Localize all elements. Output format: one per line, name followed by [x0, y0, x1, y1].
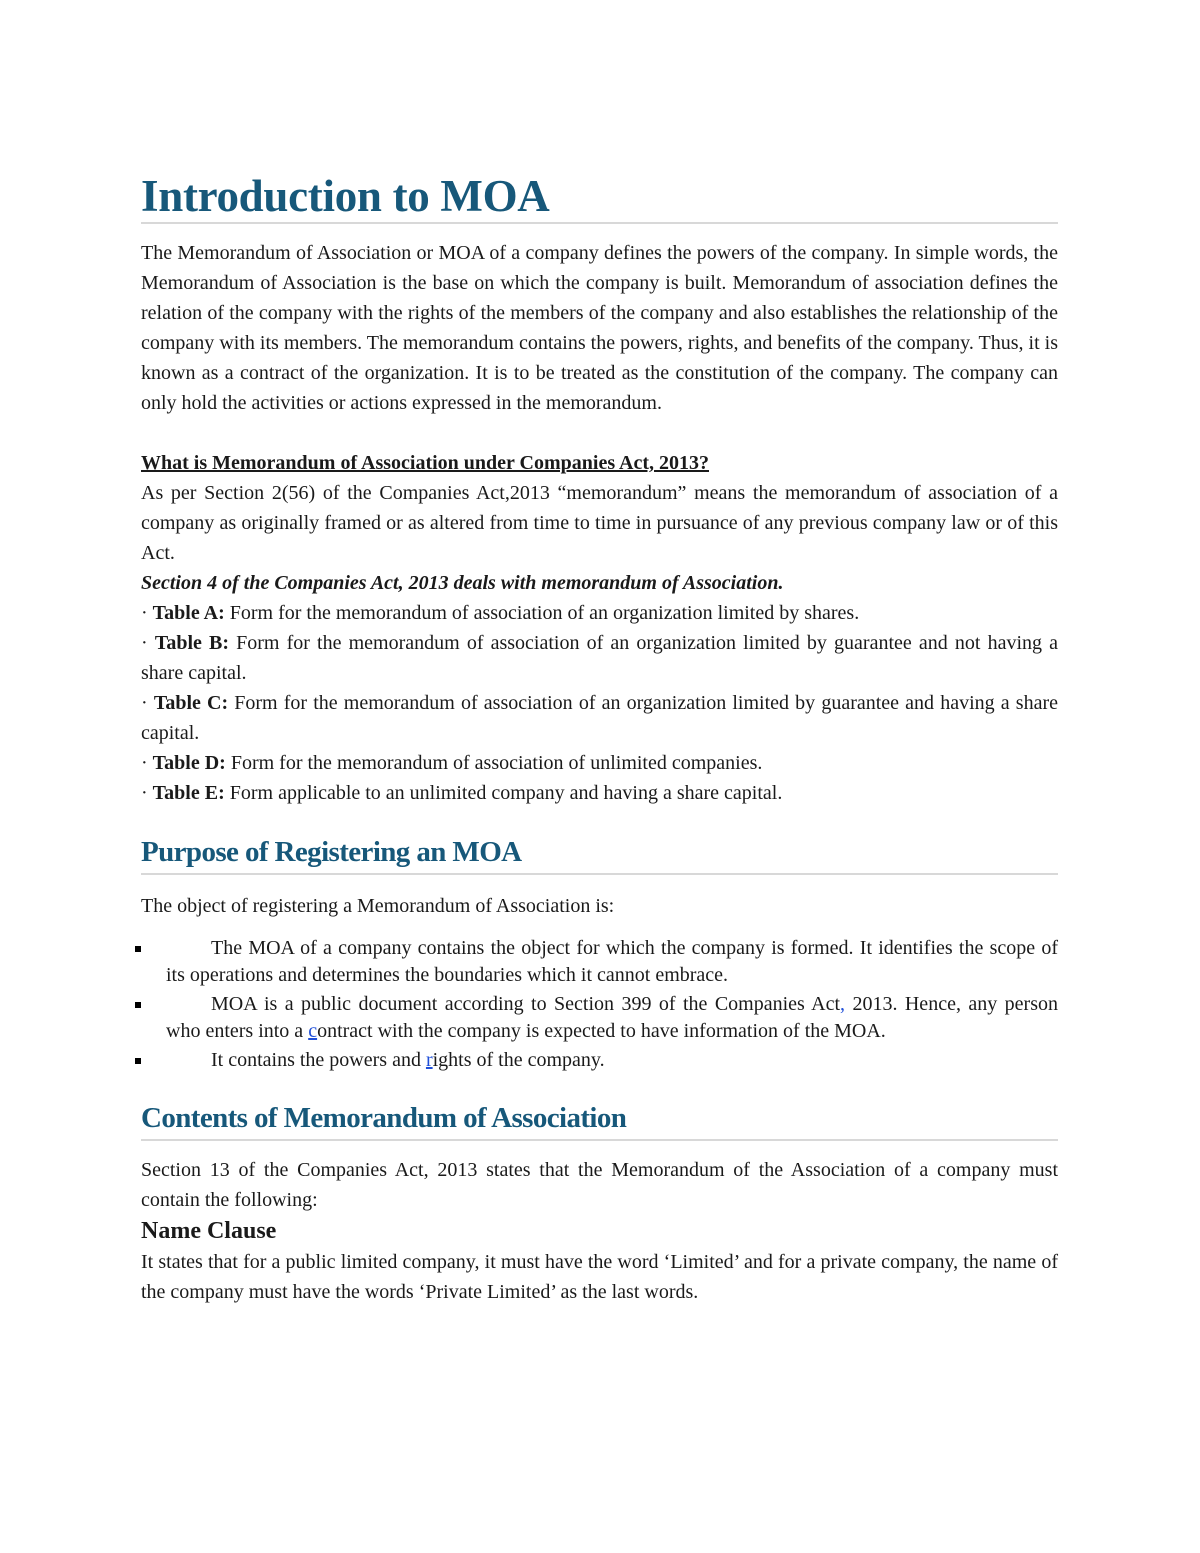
- name-clause-text: It states that for a public limited company, it must have the word ‘Limited’ and for a private company, the name of the company must have the words ‘Private Limited’ as the last words.: [141, 1251, 1058, 1303]
- purpose-heading: Purpose of Registering an MOA: [141, 836, 522, 868]
- contents-intro: Section 13 of the Companies Act, 2013 states that the Memorandum of the Association of a company must contain the following:: [141, 1159, 1058, 1211]
- intro-paragraph: The Memorandum of Association or MOA of a company defines the powers of the company. In simple words, the Memorandum of Association is the base on which the company is built. Memorandum of association defines the relation of the company with the rights of the members of the company and also establishes the relationship of the company with its members. The memorandum contains the powers, rights, and benefits of the company. Thus, it is known as a contract of the organization. It is to be treated as the constitution of the company. The company can only hold the activities or actions expressed in the memorandum.: [141, 242, 1058, 414]
- list-item: It contains the powers and rights of the company.: [141, 1047, 1058, 1074]
- purpose-intro: The object of registering a Memorandum of Association is:: [141, 895, 615, 917]
- section4-note: Section 4 of the Companies Act, 2013 deals with memorandum of Association.: [141, 572, 784, 594]
- inline-link[interactable]: r: [425, 1049, 433, 1071]
- list-item: · Table D: Form for the memorandum of association of unlimited companies.: [141, 752, 763, 774]
- list-item: · Table B: Form for the memorandum of association of an organization limited by guarantee and not having a share capital.: [141, 632, 1059, 684]
- list-item: · Table A: Form for the memorandum of association of an organization limited by shares.: [141, 602, 860, 624]
- page-title: Introduction to MOA: [141, 171, 550, 221]
- square-bullet-icon: [135, 1058, 141, 1064]
- name-clause-heading: Name Clause: [141, 1218, 277, 1244]
- list-item: The MOA of a company contains the object for which the company is formed. It identifies the scope of its operations and determines the boundaries which it cannot embrace.: [141, 935, 1058, 989]
- inline-link[interactable]: c: [308, 1020, 318, 1042]
- purpose-list: [141, 935, 1058, 1074]
- square-bullet-icon: [135, 1002, 141, 1008]
- purpose-rule: [141, 873, 1058, 875]
- list-item: MOA is a public document according to Section 399 of the Companies Act, 2013. Hence, any person who enters into a contract with the company is expected to have information of the MOA.: [141, 991, 1058, 1045]
- definition-paragraph: As per Section 2(56) of the Companies Act,2013 “memorandum” means the memorandum of association of a company as originally framed or as altered from time to time in pursuance of any previous company law or of this Act.: [141, 482, 1058, 564]
- contents-heading: Contents of Memorandum of Association: [141, 1102, 627, 1134]
- list-item: · Table C: Form for the memorandum of association of an organization limited by guarantee and having a share capital.: [141, 692, 1058, 744]
- tables-list: [141, 598, 1058, 808]
- question-heading: What is Memorandum of Association under Companies Act, 2013?: [141, 452, 709, 474]
- list-item: · Table E: Form applicable to an unlimited company and having a share capital.: [141, 782, 783, 804]
- contents-rule: [141, 1139, 1058, 1141]
- title-rule: [141, 222, 1058, 224]
- document-page: [141, 170, 1058, 1307]
- square-bullet-icon: [135, 946, 141, 952]
- inline-link[interactable]: ,: [840, 993, 846, 1015]
